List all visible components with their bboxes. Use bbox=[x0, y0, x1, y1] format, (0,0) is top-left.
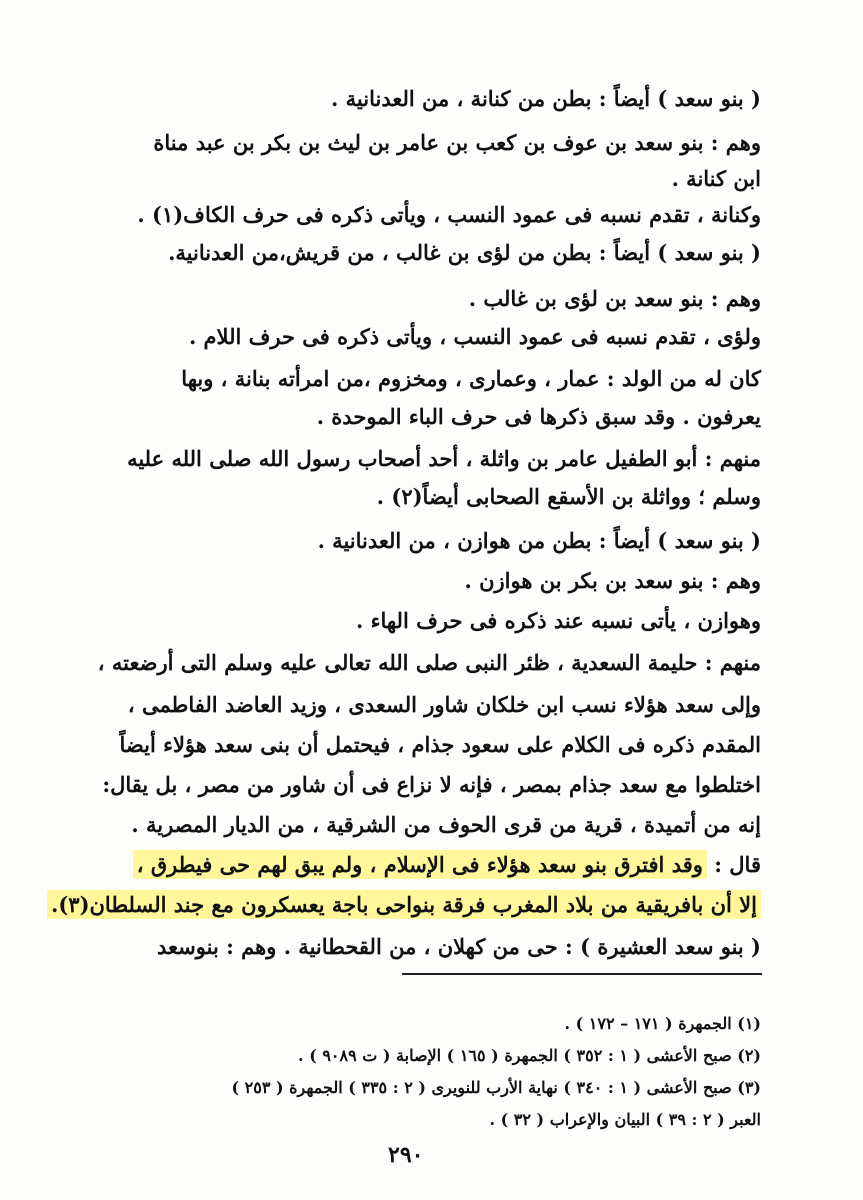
highlighted-text: وقد افترق بنو سعد هؤلاء فى الإسلام ، ولم يبق لهم حى فيطرق ، bbox=[133, 850, 707, 879]
text-line: ولؤى ، تقدم نسبه فى عمود النسب ، ويأتى ذكره فى حرف اللام . bbox=[188, 324, 761, 349]
text-line: ( بنو سعد ) أيضاً : بطن من لؤى بن غالب ، من قريش،من العدنانية. bbox=[168, 240, 761, 265]
text-line: ( بنو سعد العشيرة ) : حى من كهلان ، من القحطانية . وهم : بنوسعد bbox=[157, 934, 761, 959]
footnote: (٣) صبح الأعشى ( ١ : ٣٤٠ ) نهاية الأرب للنويرى ( ٢ : ٣٣٥ ) الجمهرة ( ٢٥٣ ) bbox=[231, 1078, 761, 1097]
text-line: منهم : حليمة السعدية ، ظئر النبى صلى الله تعالى عليه وسلم التى أرضعته ، bbox=[97, 650, 761, 675]
page-number: ٢٩٠ bbox=[388, 1142, 424, 1168]
footnote: (٢) صبح الأعشى ( ١ : ٣٥٢ ) الجمهرة ( ١٦٥ ) الإصابة ( ت ٩٠٨٩ ) . bbox=[298, 1046, 761, 1065]
footnote: (١) الجمهرة ( ١٧١ – ١٧٢ ) . bbox=[564, 1014, 761, 1033]
text-line: المقدم ذكره فى الكلام على سعود جذام ، فيحتمل أن بنى سعد هؤلاء أيضاً bbox=[119, 732, 761, 757]
footnote: العبر ( ٢ : ٣٩ ) البيان والإعراب ( ٣٢ ) . bbox=[489, 1110, 761, 1129]
quote-intro: قال : bbox=[714, 852, 761, 877]
footnote-divider bbox=[402, 973, 762, 975]
text-line: يعرفون . وقد سبق ذكرها فى حرف الباء الموحدة . bbox=[316, 404, 761, 429]
text-line: وهم : بنو سعد بن بكر بن هوازن . bbox=[464, 568, 761, 593]
highlighted-text: إلا أن بافريقية من بلاد المغرب فرقة بنواحى باجة يعسكرون مع جند السلطان(٣). bbox=[47, 890, 761, 919]
text-line: وهوازن ، يأتى نسبه عند ذكره فى حرف الهاء . bbox=[355, 608, 761, 633]
quote-line bbox=[47, 890, 761, 920]
text-line: اختلطوا مع سعد جذام بمصر ، فإنه لا نزاع فى أن شاور من مصر ، بل يقال: bbox=[102, 772, 761, 797]
text-line: ( بنو سعد ) أيضاً : بطن من هوازن ، من العدنانية . bbox=[317, 528, 761, 553]
text-line: إنه من أتميدة ، قرية من قرى الحوف من الشرقية ، من الديار المصرية . bbox=[131, 812, 761, 837]
text-line: وهم : بنو سعد بن عوف بن كعب بن عامر بن ليث بن بكر بن عبد مناة bbox=[153, 130, 761, 155]
text-line: ابن كنانة . bbox=[671, 166, 761, 191]
text-line: وهم : بنو سعد بن لؤى بن غالب . bbox=[468, 286, 761, 311]
text-line: كان له من الولد : عمار ، وعمارى ، ومخزوم ،من امرأته بنانة ، وبها bbox=[181, 366, 761, 391]
quote-line bbox=[133, 850, 761, 880]
text-line: وكنانة ، تقدم نسبه فى عمود النسب ، ويأتى ذكره فى حرف الكاف(١) . bbox=[137, 202, 761, 227]
text-line: ( بنو سعد ) أيضاً : بطن من كنانة ، من العدنانية . bbox=[331, 86, 761, 111]
text-line: وسلم ؛ وواثلة بن الأسقع الصحابى أيضاً(٢) . bbox=[376, 484, 761, 509]
text-line: وإلى سعد هؤلاء نسب ابن خلكان شاور السعدى ، وزيد العاضد الفاطمى ، bbox=[127, 692, 761, 717]
text-line: منهم : أبو الطفيل عامر بن واثلة ، أحد أصحاب رسول الله صلى الله عليه bbox=[127, 446, 761, 471]
